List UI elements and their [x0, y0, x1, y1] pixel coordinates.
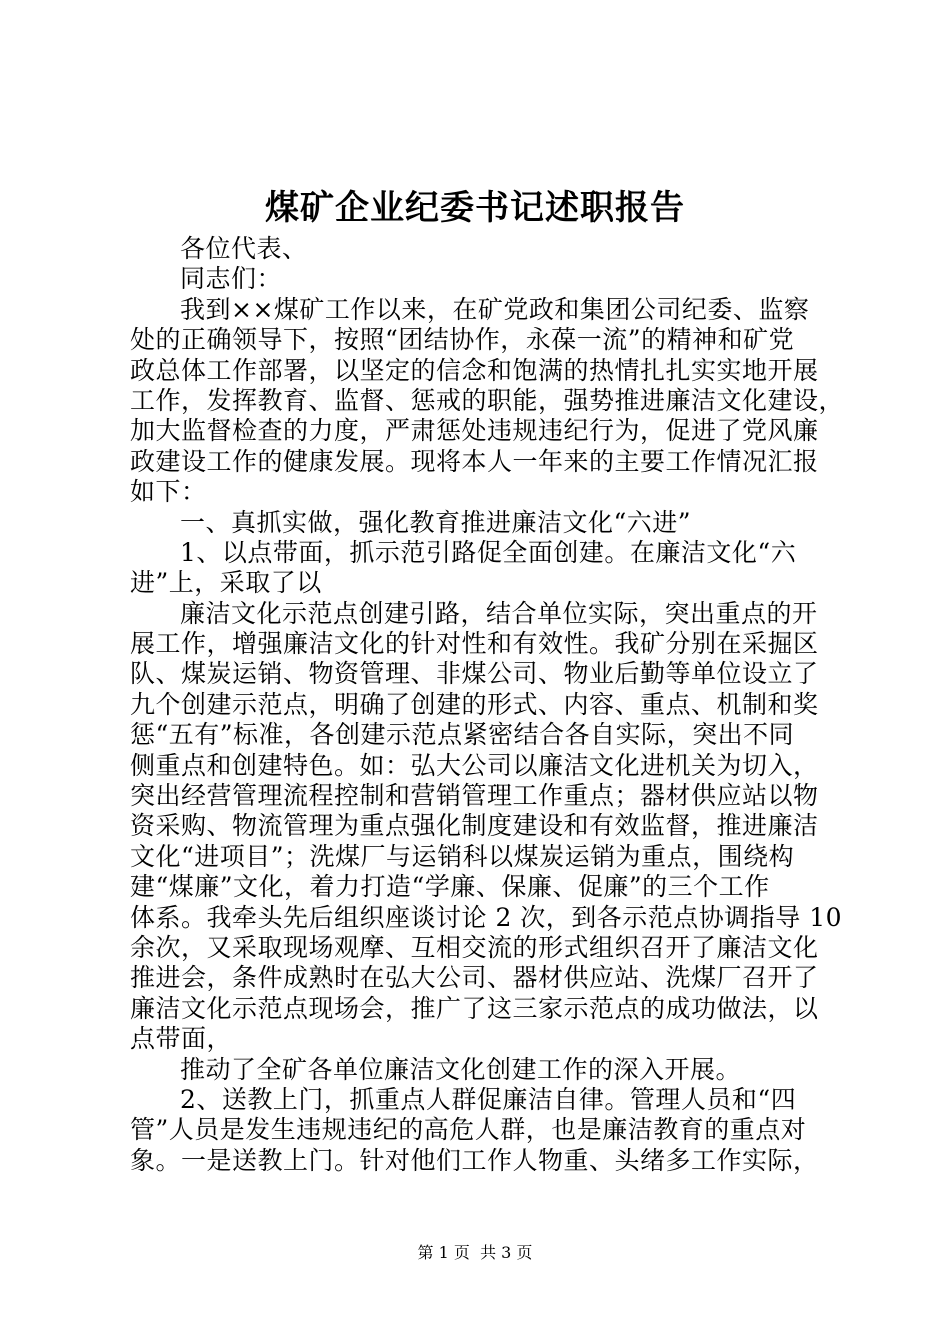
- body-line: 文化“进项目”；洗煤厂与运销科以煤炭运销为重点，围绕构: [130, 841, 795, 871]
- body-line: 推动了全矿各单位廉洁文化创建工作的深入开展。: [180, 1054, 742, 1084]
- body-line: 建“煤廉”文化，着力打造“学廉、保廉、促廉”的三个工作: [130, 872, 770, 902]
- body-line: 处的正确领导下，按照“团结协作，永葆一流”的精神和矿党: [130, 325, 795, 355]
- body-line: 政总体工作部署，以坚定的信念和饱满的热情扎扎实实地开展: [130, 355, 819, 385]
- body-line: 象。一是送教上门。针对他们工作人物重、头绪多工作实际，: [130, 1145, 819, 1175]
- document-title: 煤矿企业纪委书记述职报告: [265, 188, 685, 228]
- body-line: 加大监督检查的力度，严肃惩处违规违纪行为，促进了党风廉: [130, 416, 819, 446]
- body-line: 展工作，增强廉洁文化的针对性和有效性。我矿分别在采掘区: [130, 629, 819, 659]
- body-line: 廉洁文化示范点创建引路，结合单位实际，突出重点的开: [180, 598, 818, 628]
- body-line: 突出经营管理流程控制和营销管理工作重点；器材供应站以物: [130, 781, 819, 811]
- body-line: 各位代表、: [180, 234, 308, 263]
- body-line: 同志们：: [180, 264, 283, 294]
- body-line: 点带面，: [130, 1024, 233, 1054]
- body-line: 九个创建示范点，明确了创建的形式、内容、重点、机制和奖: [130, 689, 819, 719]
- body-line: 推进会，条件成熟时在弘大公司、器材供应站、洗煤厂召开了: [130, 963, 819, 993]
- body-line: 1、以点带面，抓示范引路促全面创建。在廉洁文化“六: [180, 537, 797, 567]
- body-line: 我到××煤矿工作以来，在矿党政和集团公司纪委、监察: [180, 294, 810, 324]
- body-line: 2、送教上门，抓重点人群促廉洁自律。管理人员和“四: [180, 1084, 797, 1114]
- body-line: 资采购、物流管理为重点强化制度建设和有效监督，推进廉洁: [130, 811, 819, 841]
- body-line: 体系。我牵头先后组织座谈讨论 2 次，到各示范点协调指导 10: [130, 902, 843, 932]
- body-line: 廉洁文化示范点现场会，推广了这三家示范点的成功做法，以: [130, 993, 819, 1023]
- body-line: 一、真抓实做，强化教育推进廉洁文化“六进”: [180, 507, 692, 537]
- body-line: 管”人员是发生违规违纪的高危人群，也是廉洁教育的重点对: [130, 1115, 807, 1145]
- body-line: 如下：: [130, 477, 207, 507]
- body-line: 侧重点和创建特色。如：弘大公司以廉洁文化进机关为切入，: [130, 750, 819, 780]
- body-line: 政建设工作的健康发展。现将本人一年来的主要工作情况汇报: [130, 446, 819, 476]
- body-line: 队、煤炭运销、物资管理、非煤公司、物业后勤等单位设立了: [130, 659, 819, 689]
- body-line: 工作，发挥教育、监督、惩戒的职能，强势推进廉洁文化建设，: [130, 385, 845, 415]
- page-number-footer: 第 1 页 共 3 页: [417, 1243, 533, 1262]
- body-line: 惩“五有”标准，各创建示范点紧密结合各自实际，突出不同: [130, 720, 795, 750]
- body-line: 进”上，采取了以: [130, 568, 322, 598]
- body-line: 余次，又采取现场观摩、互相交流的形式组织召开了廉洁文化: [130, 932, 819, 962]
- document-body: [130, 234, 845, 1176]
